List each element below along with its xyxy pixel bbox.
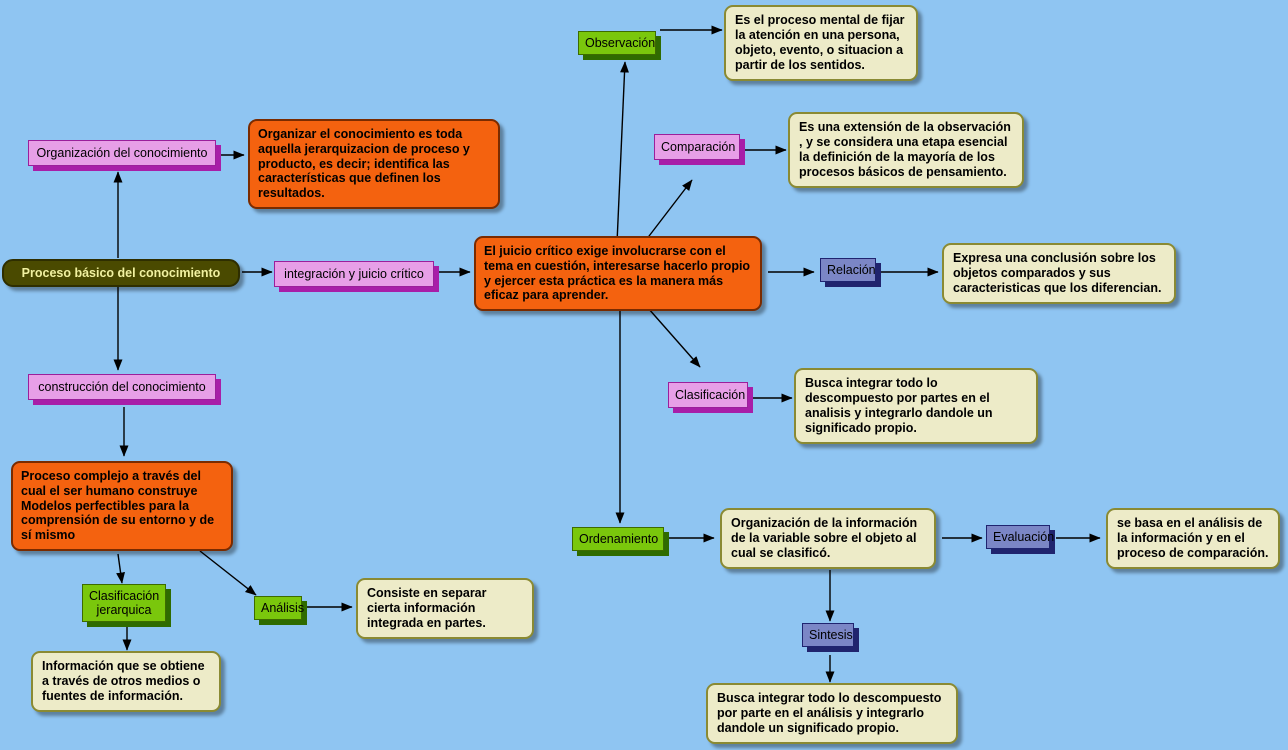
node-sintesis-text[interactable]: Busca integrar todo lo descompuesto por parte en el análisis y integrarlo dandole un significado propio.	[706, 683, 958, 744]
node-organizacion-del-conocimiento[interactable]: Organización del conocimiento	[28, 140, 216, 166]
node-construccion-del-conocimiento[interactable]: construcción del conocimiento	[28, 374, 216, 400]
node-organizar-conocimiento-text[interactable]: Organizar el conocimiento es toda aquella jerarquizacion de proceso y producto, es decir; identifica las características que definen los resultados.	[248, 119, 500, 209]
node-informacion-obtiene-text[interactable]: Información que se obtiene a través de otros medios o fuentes de información.	[31, 651, 221, 712]
node-analisis-text[interactable]: Consiste en separar cierta información integrada en partes.	[356, 578, 534, 639]
node-evaluacion[interactable]: Evaluación	[986, 525, 1050, 549]
node-ordenamiento[interactable]: Ordenamiento	[572, 527, 664, 551]
node-clasificacion-text[interactable]: Busca integrar todo lo descompuesto por partes en el analisis y integrarlo dandole un significado propio.	[794, 368, 1038, 444]
node-proceso-complejo-text[interactable]: Proceso complejo a través del cual el ser humano construye Modelos perfectibles para la comprensión de su entorno y de sí mismo	[11, 461, 233, 551]
node-analisis[interactable]: Análisis	[254, 596, 302, 620]
node-juicio-critico-text[interactable]: El juicio crítico exige involucrarse con el tema en cuestión, interesarse hacerlo propio y ejercer esta práctica es la manera más eficaz para aprender.	[474, 236, 762, 311]
node-observacion[interactable]: Observación	[578, 31, 656, 55]
node-comparacion-text[interactable]: Es una extensión de la observación , y se considera una etapa esencial la definición de la mayoría de los procesos básicos de pensamiento.	[788, 112, 1024, 188]
node-integracion-juicio-critico[interactable]: integración y juicio crítico	[274, 261, 434, 287]
node-clasificacion[interactable]: Clasificación	[668, 382, 748, 408]
node-observacion-text[interactable]: Es el proceso mental de fijar la atención en una persona, objeto, evento, o situacion a partir de los sentidos.	[724, 5, 918, 81]
node-relacion[interactable]: Relación	[820, 258, 876, 282]
node-relacion-text[interactable]: Expresa una conclusión sobre los objetos comparados y sus caracteristicas que los diferencian.	[942, 243, 1176, 304]
node-evaluacion-text[interactable]: se basa en el análisis de la información y en el proceso de comparación.	[1106, 508, 1280, 569]
node-comparacion[interactable]: Comparación	[654, 134, 740, 160]
node-clasificacion-jerarquica[interactable]: Clasificación jerarquica	[82, 584, 166, 622]
node-ordenamiento-text[interactable]: Organización de la información de la variable sobre el objeto al cual se clasificó.	[720, 508, 936, 569]
node-sintesis[interactable]: Sintesis	[802, 623, 854, 647]
node-root[interactable]: Proceso básico del conocimiento	[2, 259, 240, 287]
